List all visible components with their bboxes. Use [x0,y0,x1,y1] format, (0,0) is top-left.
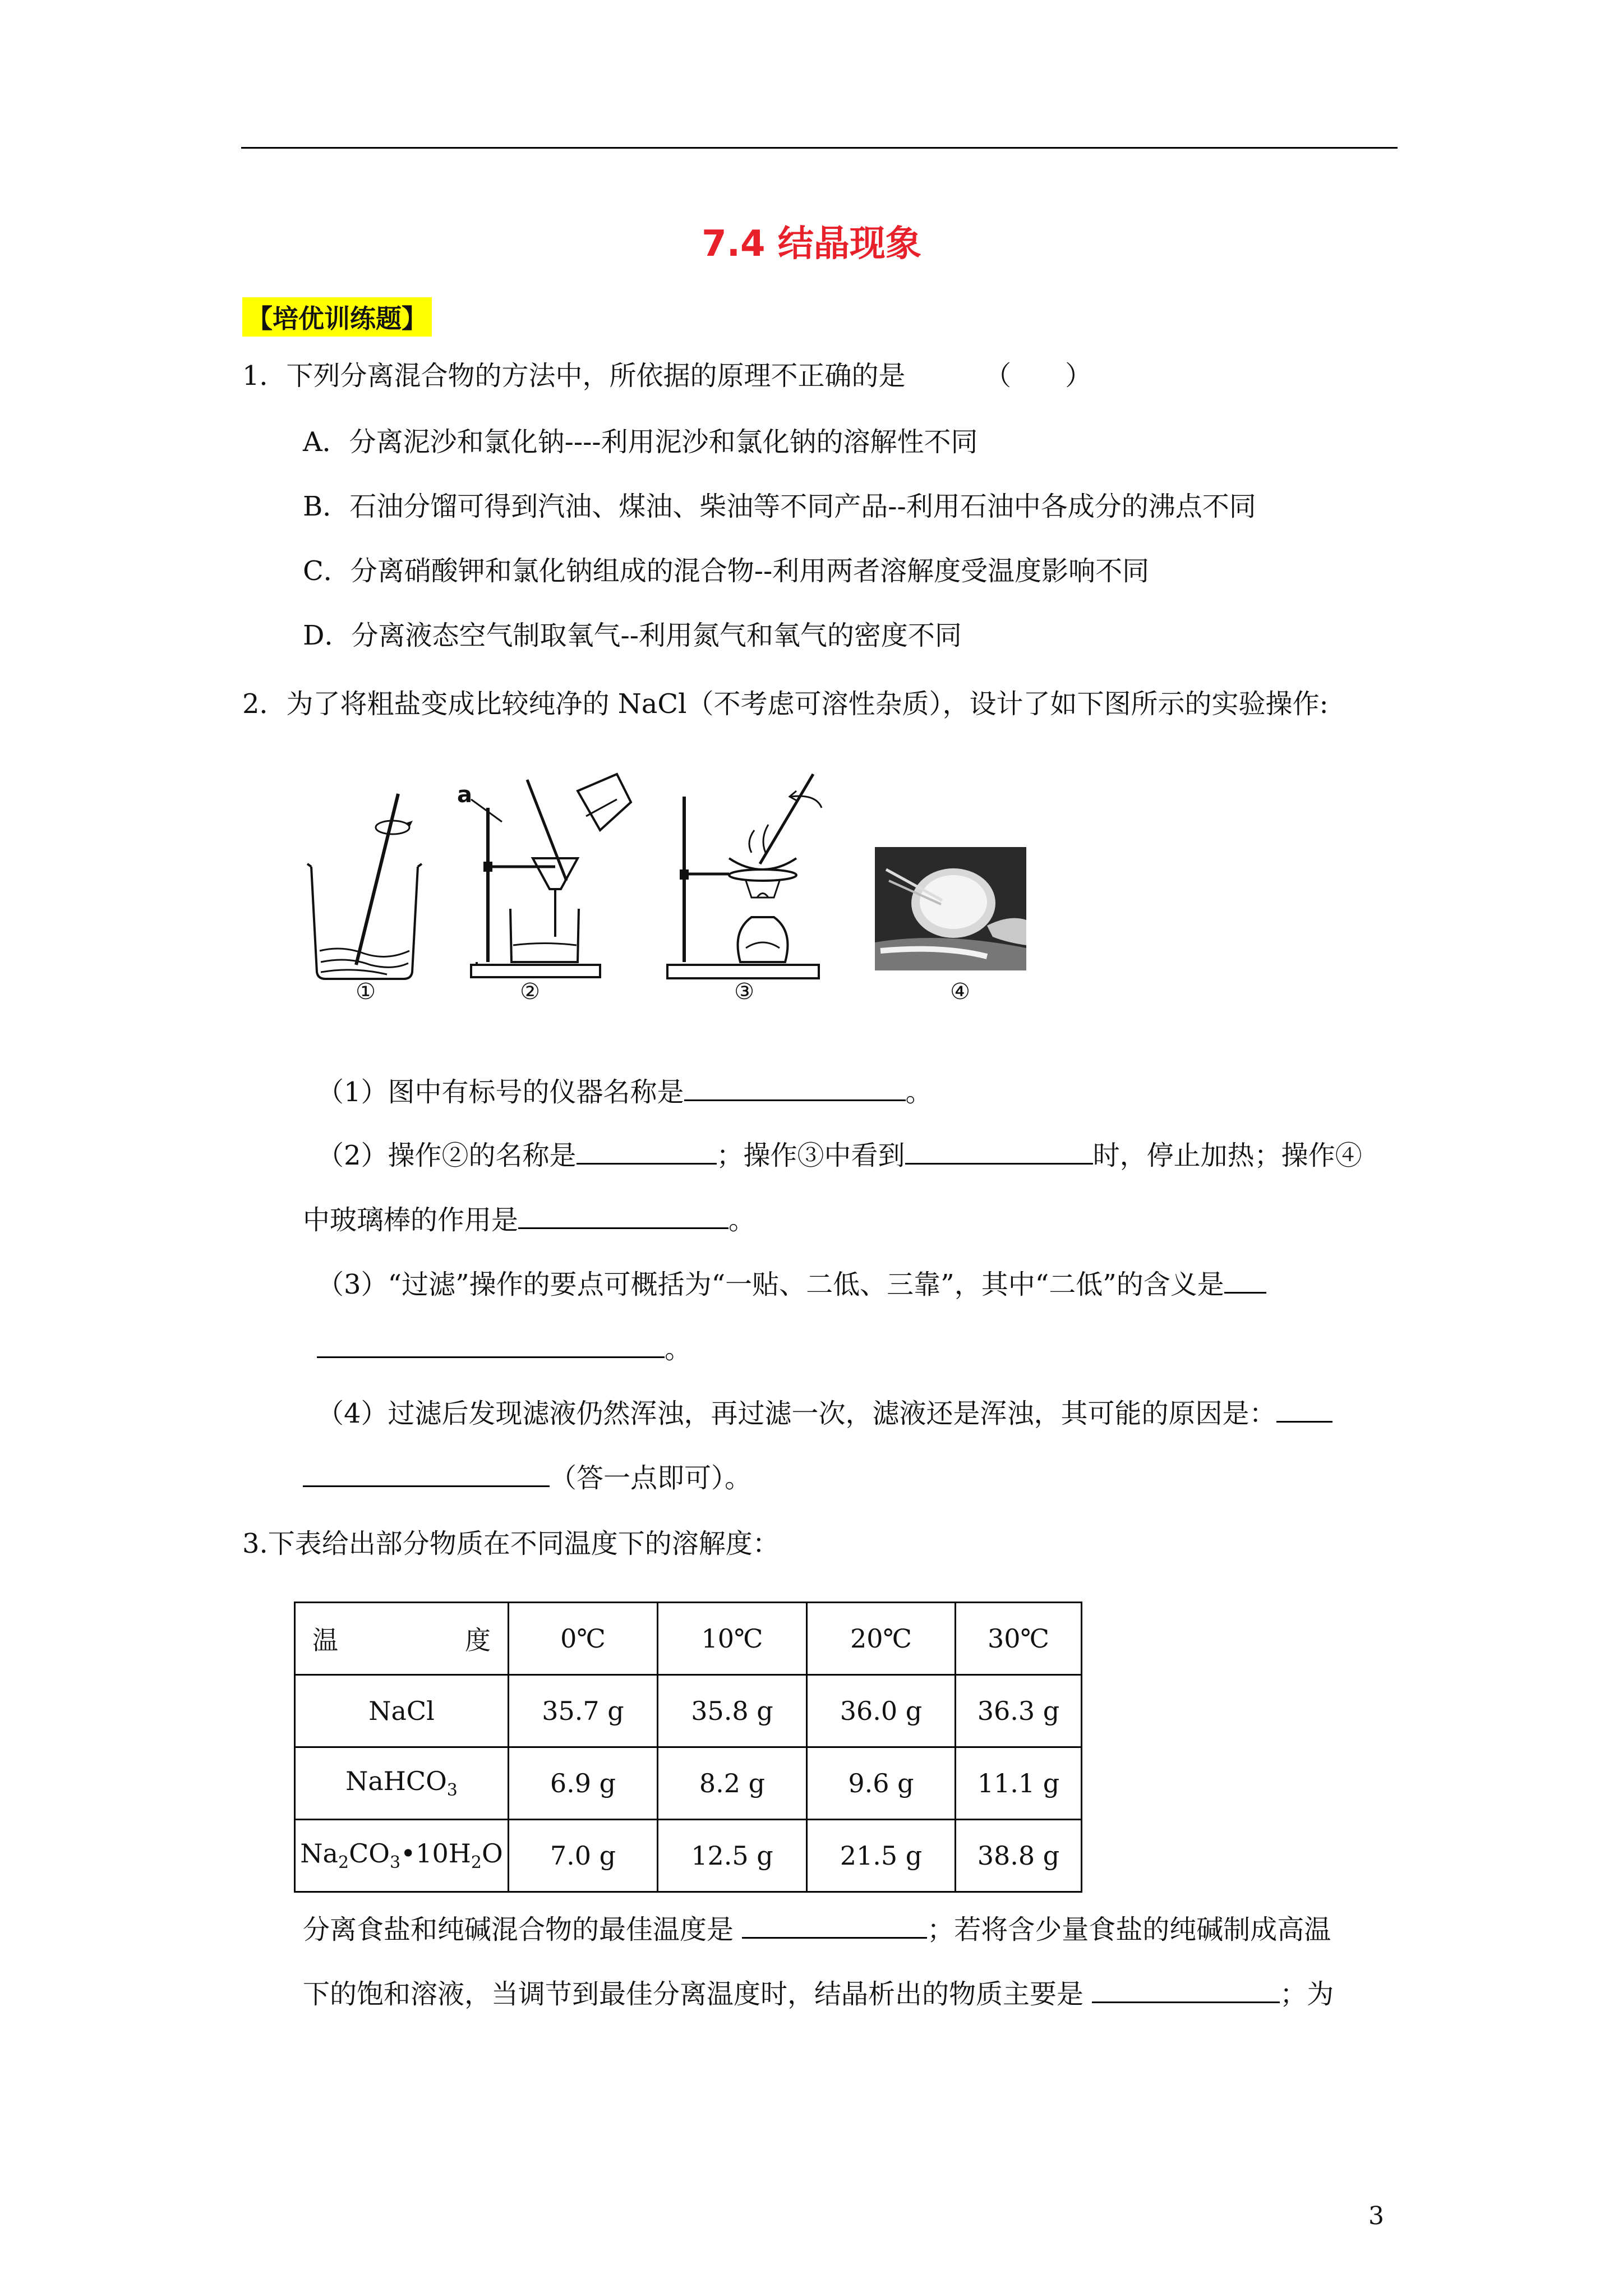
q1-stem-text: 1．下列分离混合物的方法中，所依据的原理不正确的是 [242,360,906,392]
table-row [295,1675,1082,1747]
q2-sub2-text-d: 中玻璃棒的作用是 [303,1204,519,1236]
q3-blank-2[interactable] [1092,1975,1280,2003]
section-badge: 【培优训练题】 [242,297,432,337]
q2-sub2-text-c: 时，停止加热；操作④ [1092,1140,1362,1171]
table-cell: 6.9 g [509,1747,658,1820]
table-cell: 12.5 g [658,1820,807,1892]
q3-text-d: ；为 [1280,1978,1334,2010]
q2-sub2 [317,1136,1362,1172]
table-row [295,1747,1082,1820]
table-cell-substance: NaCl [295,1675,509,1747]
page-title: 7.4 结晶现象 [702,223,921,265]
q2-sub3-cont [317,1329,691,1366]
q2-sub3-blank-2[interactable] [317,1329,665,1358]
table-cell: 36.0 g [807,1675,956,1747]
table-cell: 21.5 g [807,1820,956,1892]
figure-label-4: ④ [950,979,970,1005]
table-cell: 35.8 g [658,1675,807,1747]
table-header-cell: 0℃ [509,1603,658,1675]
table-cell-substance: $Na_2CO_3•10H_2O$ [295,1820,509,1892]
q1-option-d: D．分离液态空气制取氧气--利用氮气和氧气的密度不同 [303,620,962,651]
q1-option-c: C．分离硝酸钾和氯化钠组成的混合物--利用两者溶解度受温度影响不同 [303,555,1150,587]
q2-sub1-end: 。 [905,1076,933,1108]
table-cell-substance: NaHCO$_3$ [295,1747,509,1820]
table-cell: 38.8 g [956,1820,1082,1892]
q1-stem [242,359,1092,393]
q2-sub1-blank[interactable] [684,1073,906,1101]
q1-option-a: A．分离泥沙和氯化钠----利用泥沙和氯化钠的溶解性不同 [303,426,978,458]
table-header-row [295,1603,1082,1675]
figure-label-2: ② [520,979,540,1005]
table-cell: 36.3 g [956,1675,1082,1747]
evaporation-figure [662,769,841,984]
q2-sub2-end: 。 [728,1204,756,1236]
table-row [295,1820,1082,1892]
table-header-temperature: 温 度 [295,1603,509,1675]
table-cell: 11.1 g [956,1747,1082,1820]
q2-sub4-blank-1[interactable] [1276,1394,1332,1423]
q2-sub3-blank-1[interactable] [1224,1265,1266,1294]
q3-text-c: 下的饱和溶液，当调节到最佳分离温度时，结晶析出的物质主要是 [303,1978,1084,2010]
q2-sub2-blank-3[interactable] [518,1200,728,1229]
q2-sub4-cont [303,1458,751,1495]
q2-sub3 [317,1265,1266,1301]
q1-answer-bracket: （ ） [984,360,1092,392]
q3-blank-1[interactable] [742,1910,927,1939]
q2-sub3-text: （3）“过滤”操作的要点可概括为“一贴、二低、三靠”，其中“二低”的含义是 [317,1269,1224,1300]
q2-sub2-text-b: ；操作③中看到 [716,1140,905,1171]
table-cell: 7.0 g [509,1820,658,1892]
q2-sub2-blank-1[interactable] [577,1136,717,1165]
q2-sub1 [317,1073,933,1109]
q2-sub4-blank-2[interactable] [303,1458,550,1487]
header-rule [241,147,1398,149]
q2-sub4-text: （4）过滤后发现滤液仍然浑浊，再过滤一次，滤液还是浑浊，其可能的原因是： [317,1398,1276,1429]
filtration-figure [449,769,639,984]
q3-stem: 3.下表给出部分物质在不同温度下的溶解度： [242,1528,780,1559]
q2-sub2-text-a: （2）操作②的名称是 [317,1140,577,1171]
page-number: 3 [1368,2202,1384,2230]
table-cell: 8.2 g [658,1747,807,1820]
q3-text-b: ；若将含少量食盐的纯碱制成高温 [927,1914,1331,1945]
q3-text-a: 分离食盐和纯碱混合物的最佳温度是 [303,1914,734,1945]
table-header-cell: 30℃ [956,1603,1082,1675]
q2-sub4-end: （答一点即可）。 [550,1462,752,1494]
table-cell: 9.6 g [807,1747,956,1820]
instrument-marker-a: a [457,782,472,808]
q2-sub1-text: （1）图中有标号的仪器名称是 [317,1076,684,1108]
q2-sub2-cont [303,1200,755,1237]
evaporating-dish-photo [875,847,1026,970]
figure-label-1: ① [356,979,376,1005]
q3-text-line-2 [303,1975,1334,2011]
q2-sub4 [317,1394,1332,1430]
table-header-cell: 20℃ [807,1603,956,1675]
beaker-stirring-figure [303,783,432,984]
solubility-table [294,1602,1082,1893]
table-cell: 35.7 g [509,1675,658,1747]
q2-sub3-end: 。 [665,1333,692,1365]
table-header-cell: 10℃ [658,1603,807,1675]
q1-option-b: B．石油分馏可得到汽油、煤油、柴油等不同产品--利用石油中各成分的沸点不同 [303,491,1256,522]
q2-stem: 2．为了将粗盐变成比较纯净的 NaCl（不考虑可溶性杂质），设计了如下图所示的实验操作: [242,688,1329,720]
figure-label-3: ③ [734,979,754,1005]
q3-text-line-1 [303,1910,1331,1947]
q2-sub2-blank-2[interactable] [905,1136,1093,1165]
